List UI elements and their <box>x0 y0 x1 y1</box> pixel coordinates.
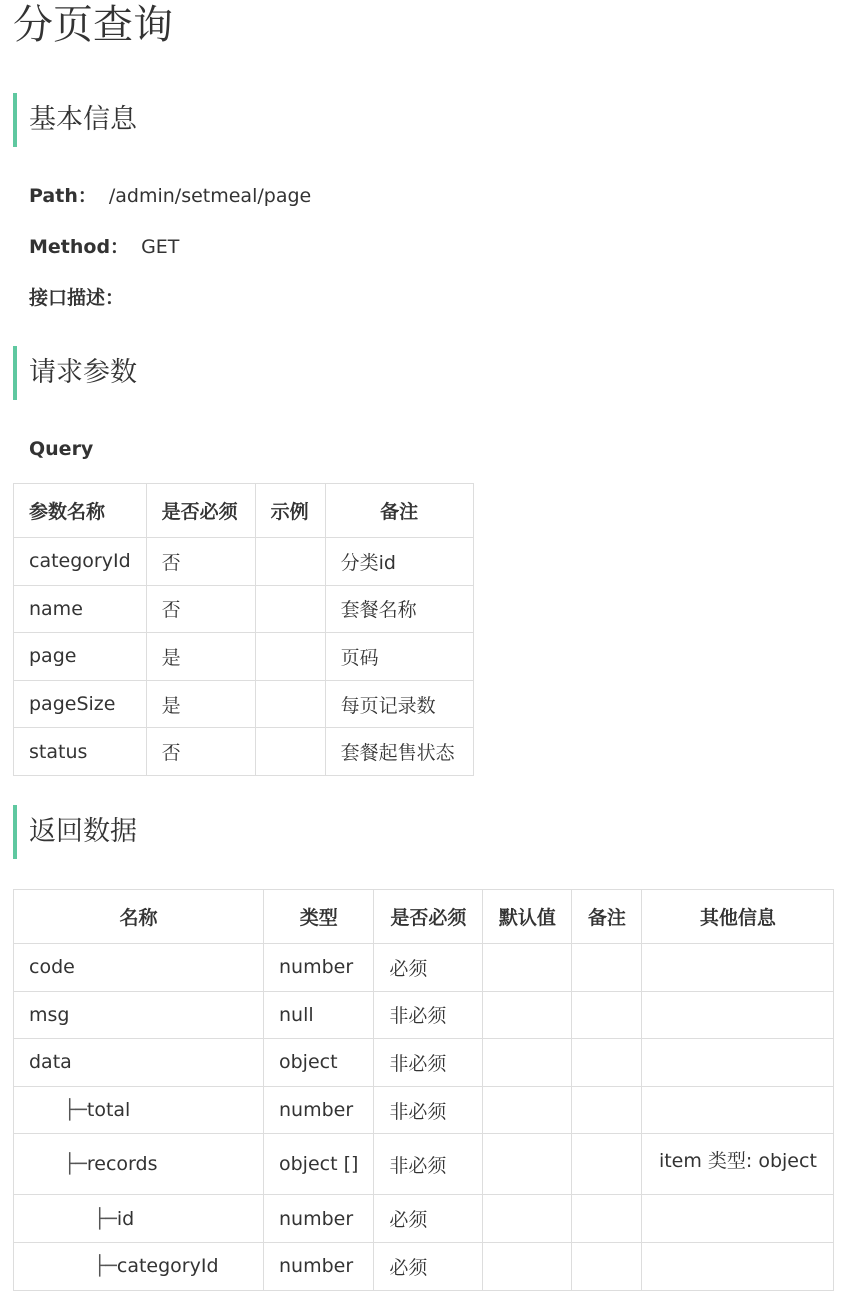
description-row <box>29 285 124 311</box>
table-row <box>14 1039 834 1087</box>
param-required: 是 <box>146 680 255 728</box>
field-default <box>483 1242 572 1290</box>
field-required: 非必须 <box>374 1086 483 1134</box>
field-name: records <box>86 1153 158 1176</box>
field-note <box>572 991 642 1039</box>
response-data-table <box>13 889 834 1291</box>
table-row <box>14 991 834 1039</box>
field-note <box>572 944 642 992</box>
param-note: 套餐起售状态 <box>325 728 473 776</box>
field-name-cell <box>14 1242 264 1290</box>
section-heading-response-data: 返回数据 <box>13 805 193 859</box>
param-name: name <box>14 585 147 633</box>
field-name-cell <box>14 1086 264 1134</box>
field-name: code <box>29 956 75 979</box>
param-example <box>255 633 325 681</box>
field-type: null <box>264 991 374 1039</box>
field-default <box>483 944 572 992</box>
field-note <box>572 1086 642 1134</box>
path-value: /admin/setmeal/page <box>108 185 312 207</box>
field-default <box>483 1195 572 1243</box>
page-title: 分页查询 <box>13 2 173 48</box>
field-name-cell <box>14 1039 264 1087</box>
tree-branch-icon: ├─ <box>64 1099 87 1122</box>
field-name-cell <box>14 991 264 1039</box>
field-name-cell <box>14 1134 264 1195</box>
field-name: msg <box>29 1003 70 1026</box>
param-name: categoryId <box>14 538 147 586</box>
path-label: Path： <box>29 185 97 207</box>
table-row <box>14 1134 834 1195</box>
field-default <box>483 1134 572 1195</box>
field-type: number <box>264 1086 374 1134</box>
field-required: 必须 <box>374 1242 483 1290</box>
field-default <box>483 991 572 1039</box>
field-other <box>642 991 834 1039</box>
query-params-table <box>13 483 474 776</box>
path-row <box>29 183 311 209</box>
table-row <box>14 680 474 728</box>
field-other <box>642 1039 834 1087</box>
field-note <box>572 1195 642 1243</box>
param-name: page <box>14 633 147 681</box>
column-header: 默认值 <box>483 890 572 944</box>
column-header: 类型 <box>264 890 374 944</box>
table-header-row <box>14 484 474 538</box>
field-required: 非必须 <box>374 1039 483 1087</box>
param-note: 页码 <box>325 633 473 681</box>
tree-branch-icon: ├─ <box>94 1255 117 1278</box>
table-row <box>14 538 474 586</box>
field-default <box>483 1039 572 1087</box>
column-header: 备注 <box>325 484 473 538</box>
param-required: 否 <box>146 585 255 633</box>
table-row <box>14 944 834 992</box>
field-name: categoryId <box>116 1255 219 1278</box>
column-header: 是否必须 <box>374 890 483 944</box>
field-required: 非必须 <box>374 1134 483 1195</box>
param-note: 每页记录数 <box>325 680 473 728</box>
column-header: 是否必须 <box>146 484 255 538</box>
section-heading-basic-info: 基本信息 <box>13 93 193 147</box>
param-example <box>255 585 325 633</box>
field-other <box>642 944 834 992</box>
param-required: 否 <box>146 728 255 776</box>
field-type: object <box>264 1039 374 1087</box>
description-label: 接口描述： <box>29 287 125 309</box>
field-name-cell <box>14 944 264 992</box>
column-header: 示例 <box>255 484 325 538</box>
tree-branch-icon: ├─ <box>94 1207 117 1230</box>
section-heading-request-params: 请求参数 <box>13 346 193 400</box>
method-label: Method： <box>29 236 130 258</box>
param-name: status <box>14 728 147 776</box>
method-row <box>29 234 179 260</box>
query-label: Query <box>29 438 94 460</box>
table-row <box>14 585 474 633</box>
method-value: GET <box>141 236 180 258</box>
table-row <box>14 1195 834 1243</box>
field-default <box>483 1086 572 1134</box>
field-name: total <box>86 1099 131 1122</box>
field-type: object [] <box>264 1134 374 1195</box>
column-header: 备注 <box>572 890 642 944</box>
table-row <box>14 1242 834 1290</box>
column-header: 名称 <box>14 890 264 944</box>
field-required: 必须 <box>374 944 483 992</box>
field-name: data <box>29 1051 72 1074</box>
table-row <box>14 1086 834 1134</box>
field-type: number <box>264 1242 374 1290</box>
field-required: 非必须 <box>374 991 483 1039</box>
tree-branch-icon: ├─ <box>64 1153 87 1176</box>
field-note <box>572 1039 642 1087</box>
field-name: id <box>116 1207 135 1230</box>
table-row <box>14 728 474 776</box>
param-note: 分类id <box>325 538 473 586</box>
table-row <box>14 633 474 681</box>
param-required: 否 <box>146 538 255 586</box>
field-other <box>642 1086 834 1134</box>
param-example <box>255 680 325 728</box>
column-header: 参数名称 <box>14 484 147 538</box>
field-type: number <box>264 1195 374 1243</box>
param-required: 是 <box>146 633 255 681</box>
param-name: pageSize <box>14 680 147 728</box>
field-note <box>572 1134 642 1195</box>
param-example <box>255 538 325 586</box>
field-name-cell <box>14 1195 264 1243</box>
field-note <box>572 1242 642 1290</box>
field-type: number <box>264 944 374 992</box>
table-header-row <box>14 890 834 944</box>
field-required: 必须 <box>374 1195 483 1243</box>
field-other <box>642 1242 834 1290</box>
column-header: 其他信息 <box>642 890 834 944</box>
field-other <box>642 1195 834 1243</box>
param-example <box>255 728 325 776</box>
param-note: 套餐名称 <box>325 585 473 633</box>
field-other: item 类型: object <box>642 1134 834 1195</box>
